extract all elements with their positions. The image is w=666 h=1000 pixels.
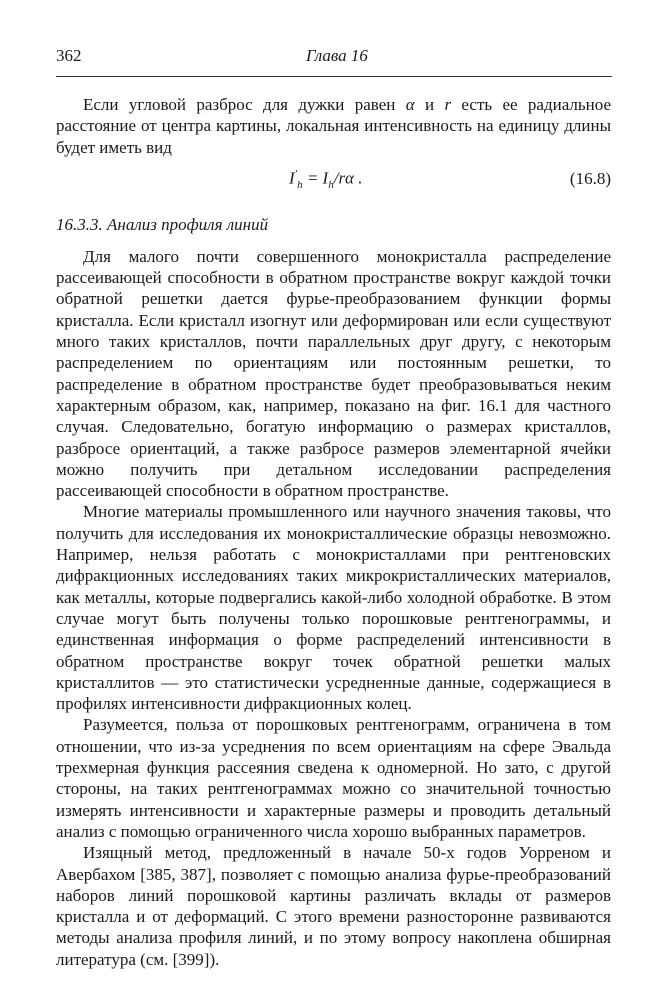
paragraph-4: Изящный метод, предложенный в начале 50-х годов Уорреном и Авербахом [385, 387], позволяет с помощью анализа фурье-преобразований наборов линий порошковой картины различать вклады от размеров кристалла и от деформаций. С этого времени разносторонне развиваются методы анализа профиля линий, и по этому вопросу накоплена обширная литература (см. [399]). [56, 843, 611, 969]
running-header [56, 46, 612, 70]
eq-lhs-prime: ′ [294, 167, 298, 180]
equation-number: (16.8) [569, 168, 611, 188]
page-body [56, 94, 611, 970]
r-symbol: r [444, 95, 452, 114]
paragraph-3: Разумеется, польза от порошковых рентгенограмм, ограничена в том отношении, что из-за усреднения по всем ориентациям на сфере Эвальда трехмерная функция рассеяния сведена к одномерной. Но зато, с другой стороны, на таких рентгенограммах можно со значительной точностью измерять интенсивности и характерные размеры и проводить детальный анализ с помощью ограниченного числа хорошо выбранных параметров. [56, 715, 611, 841]
paragraph-2: Многие материалы промышленного или научного значения таковы, что получить для исследования их монокристаллические образцы невозможно. Например, нельзя работать с монокристаллами при рентгеновских дифракционных исследованиях таких микрокристаллических материалов, как металлы, которые подвергались какой-либо холодной обработке. В этом случае могут быть получены только порошковые рентгенограммы, и единственная информация о форме распределений интенсивности в обратном пространстве вокруг точек обратной решетки малых кристаллитов — это статистически усредненные данные, содержащиеся в профилях интенсивности дифракционных колец. [56, 502, 611, 714]
eq-rhs-1: = I [302, 168, 329, 188]
eq-lhs-sub: h [297, 178, 303, 191]
alpha-symbol: α [405, 95, 415, 114]
eq-lhs: I [289, 168, 295, 188]
equation-body [289, 168, 362, 191]
page-number: 362 [56, 46, 82, 65]
intro-paragraph [56, 94, 611, 158]
section-heading: 16.3.3. Анализ профиля линий [56, 214, 269, 234]
paragraph-1: Для малого почти совершенного монокристалла распределение рассеивающей способности в обратном пространстве вокруг каждой точки обратной решетки дается фурье-преобразованием функции формы кристалла. Если кристалл изогнут или деформирован или если существуют много таких кристаллов, почти параллельных друг другу, с некоторым распределением по ориентациям или постоянным решетки, то распределение в обратном пространстве будет преобразовываться неким характерным образом, как, например, показано на фиг. 16.1 для частного случая. Следовательно, богатую информацию о размерах кристаллов, разбросе ориентаций, а также разбросе размеров элементарной ячейки можно получить при детальном исследовании распределения рассеивающей способности в обратном пространстве. [56, 246, 611, 501]
intro-text-2: и [414, 95, 445, 114]
eq-rhs-2: /rα . [333, 168, 363, 188]
intro-text-1: Если угловой разброс для дужки равен [83, 95, 406, 114]
intro-text-3: есть ее радиальное расстояние от центра картины, локальная интенсивность на единицу длины будет иметь вид [56, 95, 611, 157]
header-rule [56, 76, 612, 77]
eq-rhs-sub: h [328, 178, 334, 191]
equation-16-8 [56, 165, 611, 203]
chapter-title: Глава 16 [306, 46, 368, 65]
